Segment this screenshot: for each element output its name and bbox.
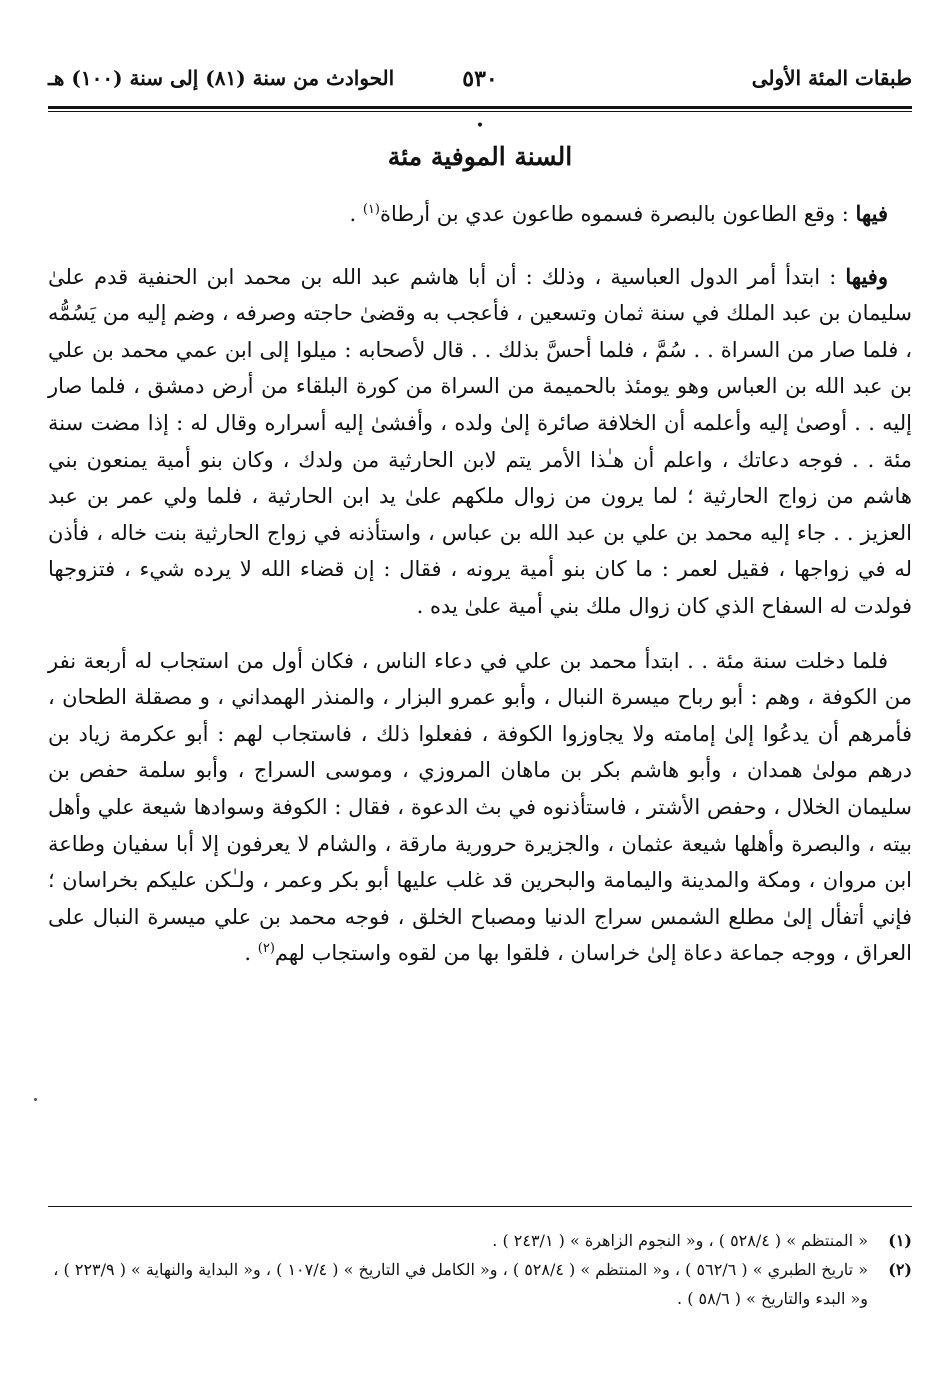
range-title: الحوادث من سنة (٨١) إلى سنة (١٠٠) هـ [48,66,395,90]
paragraph-2 [48,259,912,625]
header-rule-thin [48,111,912,112]
section-title: السنة الموفية مئة [387,142,573,171]
footnote-number: (١) [888,1231,912,1250]
footnote-number: (٢) [888,1260,912,1279]
paragraph-1 [48,196,912,233]
paragraph-lead: فيها [855,201,888,226]
section-mark: • [475,118,485,134]
running-header [48,66,912,100]
paragraph-tail: . [244,941,258,966]
footnote-rule [48,1206,912,1207]
footnote-item [48,1255,912,1313]
footnotes [48,1226,912,1313]
scan-speck [34,1098,37,1101]
paragraph-text: : ابتدأ أمر الدول العباسية ، وذلك : أن أبا هاشم عبد الله بن محمد ابن الحنفية قدم علىٰ سليمان بن عبد الملك في سنة ثمان وتسعين ، فأعجب به وقضىٰ حاجته وصرفه ، وضم إليه من يَسُمُّه ، فلما صار من السراة . . سُمَّ ، فلما أحسَّ بذلك . . قال لأصحابه : ميلوا إلى ابن عمي محمد بن علي بن عبد الله بن العباس وهو يومئذ بالحميمة من السراة من كورة البلقاء من أرض دمشق ، فلما صار إليه . . أوصىٰ إليه وأعلمه أن الخلافة صائرة إلىٰ ولده ، وأفشىٰ إليه أسراره وقال له : إذا مضت سنة مئة . . فوجه دعاتك ، واعلم أن هـٰذا الأمر يتم لابن الحارثية من ولدك ، وكان بنو أمية يمنعون بني هاشم من زواج الحارثية ؛ لما يرون من زوال ملكهم علىٰ يد ابن الحارثية ، فلما ولي عمر بن عبد العزيز . . جاء إليه محمد بن علي بن عبد الله بن عباس ، واستأذنه في زواج الحارثية بنت خاله ، فأذن له في زواجها ، فقيل لعمر : ما كان بنو أمية يرونه ، فقال : إن قضاء الله لا يرده شيء ، فتزوجها فولدت له السفاح الذي كان زوال ملك بني أمية علىٰ يده . [48,264,912,618]
paragraph-lead: وفيها [845,263,888,289]
header-rule [48,106,912,109]
paragraph-text: فلما دخلت سنة مئة . . ابتدأ محمد بن علي في دعاء الناس ، فكان أول من استجاب له أربعة نفر من الكوفة ، وهم : أبو رباح ميسرة النبال ، وأبو عمرو البزار ، والمنذر الهمداني ، و مصقلة الطحان ، فأمرهم أن يدعُوا إلىٰ إمامته ولا يجاوزوا الكوفة ، ففعلوا ذلك ، فاستجاب لهم : أبو عكرمة زياد بن درهم مولىٰ همدان ، وأبو هاشم بكر بن ماهان المروزي ، وموسى السراج ، وأبو سلمة حفص بن سليمان الخلال ، وحفص الأشتر ، فاستأذنوه في بث الدعوة ، فقال : الكوفة وسوادها شيعة علي وأهل بيته ، والبصرة وأهلها شيعة عثمان ، والجزيرة حرورية مارقة ، والشام لا يعرفون إلا أبا سفيان وطاعة ابن مروان ، ومكة والمدينة واليمامة والبحرين قد غلب عليها أبو بكر وعمر ، ولـٰكن عليكم بخراسان ؛ فإني أتفأل إلىٰ مطلع الشمس سراج الدنيا ومصباح الخلق ، فوجه محمد بن علي ميسرة النبال على العراق ، ووجه جماعة دعاة إلىٰ خراسان ، فلقوا بها من لقوه واستجاب لهم [48,648,912,966]
body-text [48,196,912,990]
book-page [48,0,912,1391]
footnote-item [48,1226,912,1255]
footnote-ref-2[interactable]: (٢) [257,941,275,957]
footnote-text: « تاريخ الطبري » ( ٥٦٢/٦ ) ، و« المنتظم » ( ٥٢٨/٤ ) ، و« الكامل في التاريخ » ( ١٠٧/٤ ) ، و« البداية والنهاية » ( ٢٢٣/٩ ) ، و« البدء والتاريخ » ( ٥٨/٦ ) . [53,1260,868,1308]
page-number: ٥٣٠ [462,66,498,92]
paragraph-text: : وقع الطاعون بالبصرة فسموه طاعون عدي بن أرطاة [379,202,856,226]
book-title: طبقات المئة الأولى [751,66,912,90]
footnote-text: « المنتظم » ( ٥٢٨/٤ ) ، و« النجوم الزاهرة » ( ٢٤٣/١ ) . [492,1231,868,1250]
footnote-ref-1[interactable]: (١) [362,202,380,217]
paragraph-3 [48,643,912,972]
paragraph-tail: . [349,202,363,226]
